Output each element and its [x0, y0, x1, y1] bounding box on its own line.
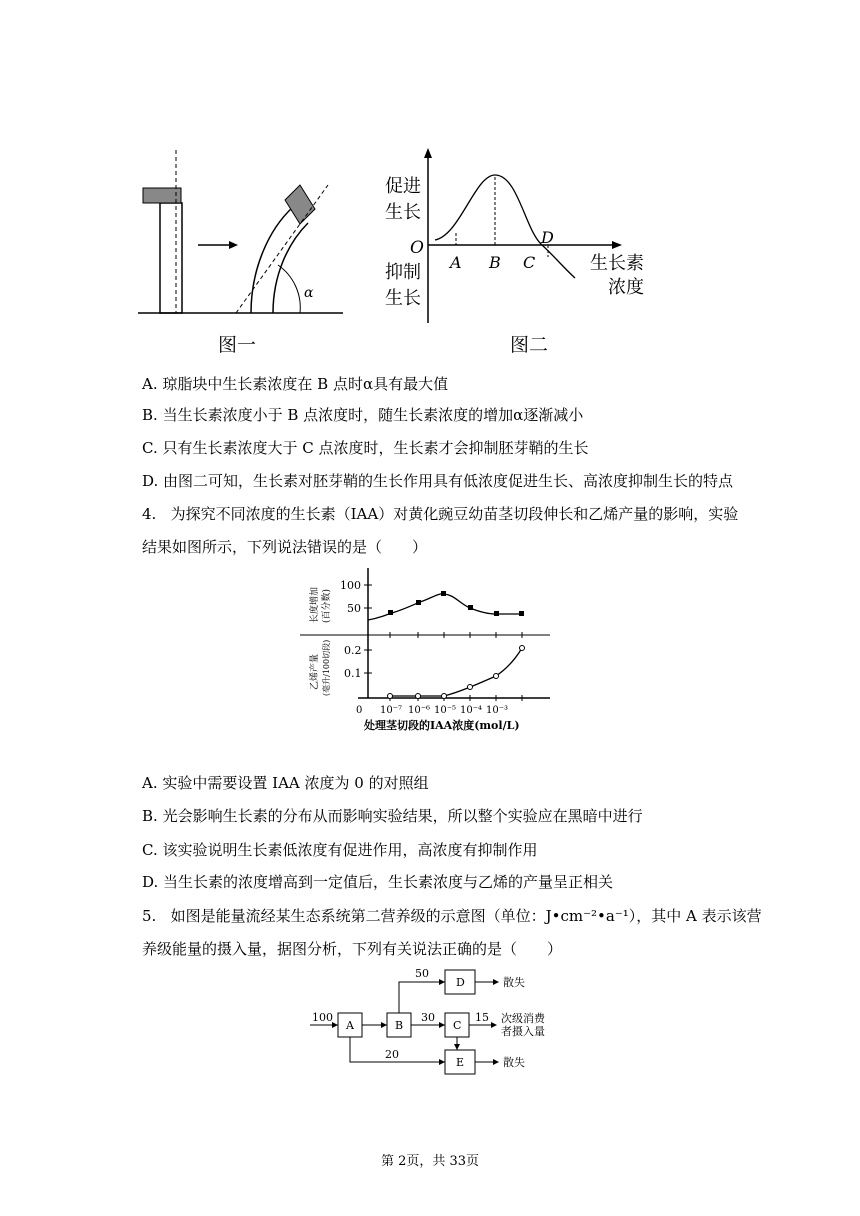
q4-option-d-letter: D.	[142, 873, 159, 891]
q3-option-c[interactable]	[142, 438, 589, 458]
q4-option-b-letter: B.	[142, 807, 158, 825]
q4-option-a-text: 实验中需要设置 IAA 浓度为 0 的对照组	[162, 774, 429, 792]
lower-tick-01: 0.1	[344, 667, 362, 680]
loss-label-1: 散失	[503, 976, 525, 989]
q4-option-b[interactable]	[142, 806, 643, 826]
upper-y-label: 长度增加	[310, 586, 320, 623]
x-tick-1: 10⁻⁷	[380, 705, 403, 716]
q4-option-a[interactable]	[142, 773, 429, 793]
q4-stem-line-1	[142, 504, 738, 524]
q3-option-c-letter: C.	[142, 439, 158, 457]
q3-option-a[interactable]	[142, 374, 448, 394]
q4-option-c-letter: C.	[142, 841, 158, 859]
lower-y-label: 乙烯产量	[310, 653, 320, 690]
q3-option-c-text: 只有生长素浓度大于 C 点浓度时，生长素才会抑制胚芽鞘的生长	[162, 439, 589, 457]
box-c-label: C	[453, 1019, 462, 1032]
q3-option-a-letter: A.	[142, 375, 158, 393]
upper-y-unit: (百分数)	[322, 588, 332, 623]
y-top-label-2: 生长	[385, 202, 421, 223]
q4-number: 4.	[142, 505, 157, 523]
upper-tick-100: 100	[340, 579, 361, 592]
figure-1	[138, 145, 343, 325]
q5-stem-line-1	[142, 906, 762, 926]
q4-stem-text-1: 为探究不同浓度的生长素（IAA）对黄化豌豆幼苗茎切段伸长和乙烯产量的影响，实验	[170, 505, 739, 523]
upper-tick-50: 50	[347, 602, 361, 615]
lower-y-unit: (毫升/100切段)	[322, 639, 331, 696]
x-tick-0: 0	[356, 705, 363, 716]
box-d-label: D	[456, 976, 465, 989]
box-a-label: A	[346, 1019, 354, 1032]
point-d-label: D	[541, 228, 554, 247]
q4-option-a-letter: A.	[142, 774, 158, 792]
q4-option-b-text: 光会影响生长素的分布从而影响实验结果，所以整个实验应在黑暗中进行	[162, 807, 643, 825]
value-20: 20	[385, 1048, 399, 1061]
q5-stem-text-1: 如图是能量流经某生态系统第二营养级的示意图（单位：J•cm⁻²•a⁻¹），其中 A 表示该营	[170, 907, 762, 925]
loss-label-2: 散失	[503, 1056, 525, 1069]
consumer-label-2: 者摄入量	[501, 1025, 545, 1038]
q3-option-a-text: 琼脂块中生长素浓度在 B 点时α具有最大值	[162, 375, 449, 393]
value-100: 100	[312, 1011, 333, 1024]
q4-option-c[interactable]	[142, 840, 538, 860]
q5-energy-flow-diagram	[305, 965, 565, 1080]
q3-option-b-letter: B.	[142, 406, 158, 424]
x-tick-4: 10⁻⁴	[460, 705, 483, 716]
x-tick-3: 10⁻⁵	[434, 705, 457, 716]
y-bottom-label-1: 抑制	[385, 262, 421, 283]
point-c-label: C	[523, 253, 536, 272]
x-label-1: 生长素	[590, 253, 644, 274]
q3-option-d-text: 由图二可知，生长素对胚芽鞘的生长作用具有低浓度促进生长、高浓度抑制生长的特点	[163, 472, 734, 490]
origin-label: O	[410, 238, 424, 258]
q3-option-b[interactable]	[142, 405, 583, 425]
q4-stem-line-2: 结果如图所示，下列说法错误的是（ ）	[142, 538, 428, 556]
consumer-label-1: 次级消费	[501, 1012, 545, 1025]
q4-option-d[interactable]	[142, 872, 613, 892]
x-label-2: 浓度	[608, 277, 644, 298]
q3-option-d-letter: D.	[142, 472, 159, 490]
box-e-label: E	[456, 1056, 465, 1069]
q4-option-c-text: 该实验说明生长素低浓度有促进作用，高浓度有抑制作用	[162, 841, 538, 859]
value-50: 50	[415, 967, 429, 980]
figure-1-caption: 图一	[218, 334, 257, 356]
value-30: 30	[421, 1011, 435, 1024]
y-bottom-label-2: 生长	[385, 288, 421, 309]
q4-chart	[300, 568, 560, 738]
q5-stem-line-2: 养级能量的摄入量，据图分析，下列有关说法正确的是（ ）	[142, 940, 563, 958]
figure-2	[380, 145, 680, 325]
q4-option-d-text: 当生长素的浓度增高到一定值后，生长素浓度与乙烯的产量呈正相关	[163, 873, 614, 891]
q5-number: 5.	[142, 907, 157, 925]
q3-option-d[interactable]	[142, 471, 733, 491]
page-footer: 第 2页，共 33页	[380, 1154, 480, 1169]
x-tick-2: 10⁻⁶	[408, 705, 431, 716]
value-15: 15	[475, 1011, 489, 1024]
alpha-label: α	[304, 285, 314, 301]
figure-2-caption: 图二	[510, 334, 549, 356]
x-tick-5: 10⁻³	[486, 705, 509, 716]
box-b-label: B	[395, 1019, 404, 1032]
y-top-label-1: 促进	[385, 176, 421, 197]
point-b-label: B	[489, 253, 501, 272]
point-a-label: A	[450, 253, 462, 272]
q3-option-b-text: 当生长素浓度小于 B 点浓度时，随生长素浓度的增加α逐渐减小	[162, 406, 584, 424]
x-axis-label: 处理茎切段的IAA浓度(mol/L)	[364, 719, 520, 732]
lower-tick-02: 0.2	[344, 644, 362, 657]
